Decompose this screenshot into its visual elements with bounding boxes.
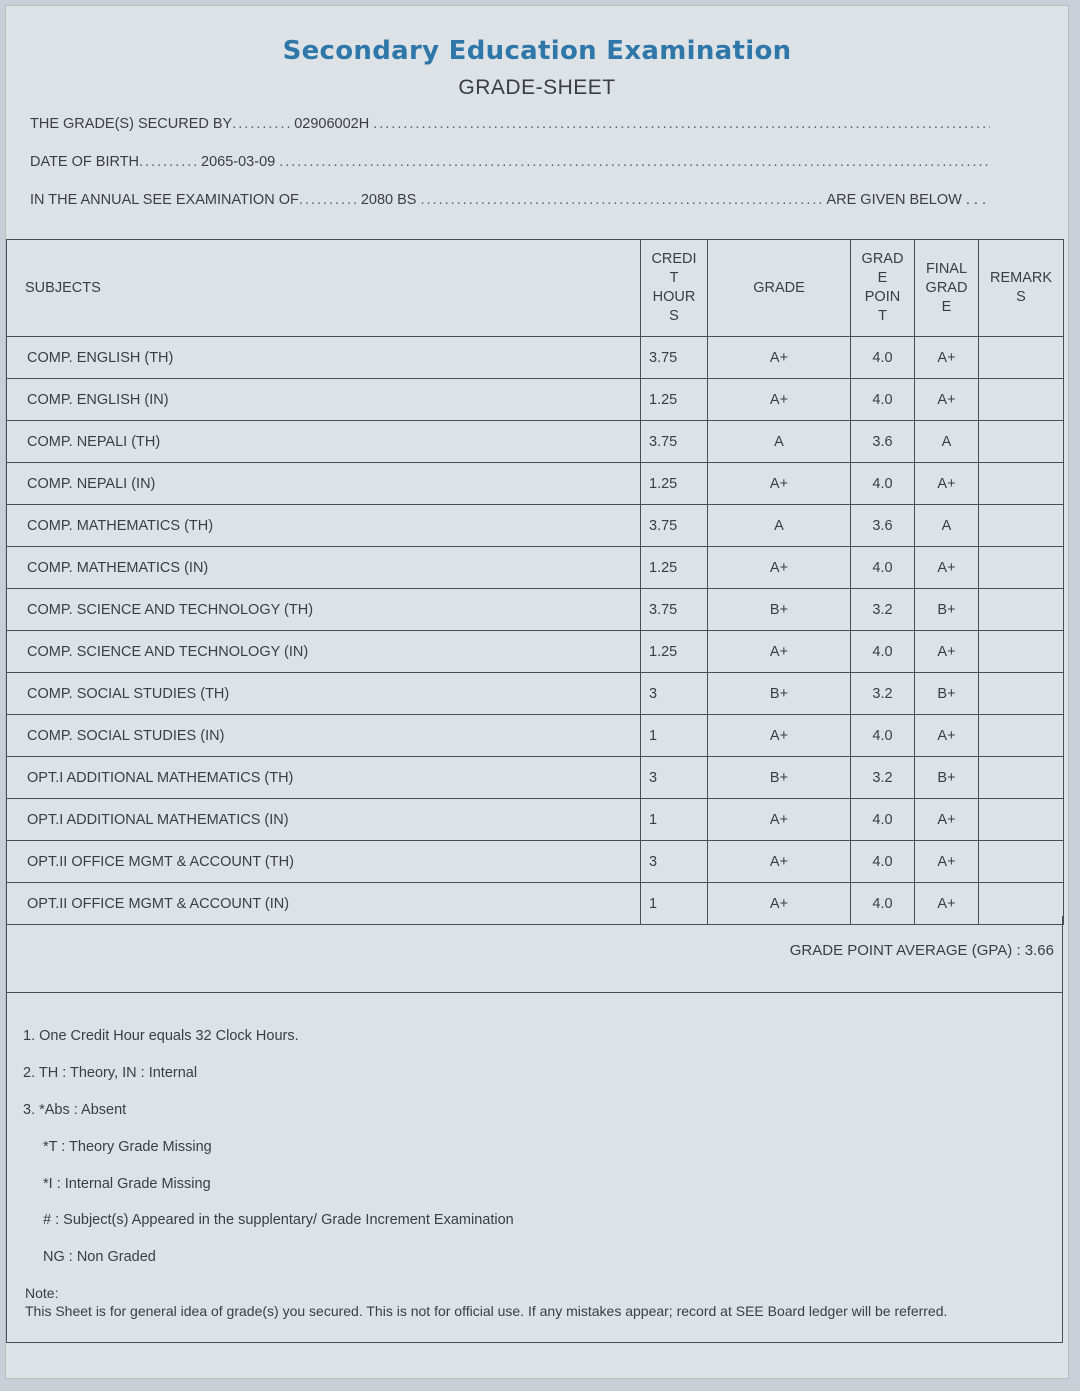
exam-year: 2080 BS	[360, 192, 417, 208]
header-grade: GRADE	[708, 240, 851, 337]
note-item: NG : Non Graded	[43, 1249, 156, 1265]
sheet-subtitle: GRADE-SHEET	[458, 76, 616, 99]
note-text: This Sheet is for general idea of grade(s) you secured. This is not for official use. If any mistakes appear; record at SEE Board ledger will be referred.	[25, 1303, 948, 1319]
dots	[279, 154, 990, 170]
grade-sheet	[6, 6, 1068, 1378]
dob-line	[30, 154, 990, 170]
date-of-birth: 2065-03-09	[201, 154, 276, 170]
table-header-row	[7, 240, 1064, 337]
table-row: COMP. MATHEMATICS (IN) 1.25 A+ 4.0 A+	[7, 547, 1064, 589]
table-row: OPT.II OFFICE MGMT & ACCOUNT (TH) 3 A+ 4.0 A+	[7, 841, 1064, 883]
table-row: OPT.I ADDITIONAL MATHEMATICS (IN) 1 A+ 4.0 A+	[7, 799, 1064, 841]
given-below: ARE GIVEN BELOW . . .	[826, 192, 986, 208]
table-row: COMP. ENGLISH (TH) 3.75 A+ 4.0 A+	[7, 337, 1064, 379]
table-row: COMP. MATHEMATICS (TH) 3.75 A 3.6 A	[7, 505, 1064, 547]
dots	[232, 116, 290, 132]
table-row: COMP. NEPALI (IN) 1.25 A+ 4.0 A+	[7, 463, 1064, 505]
exam-title: Secondary Education Examination	[282, 36, 792, 66]
dots	[299, 192, 357, 208]
disclaimer-note	[25, 1284, 1045, 1320]
exam-line	[30, 192, 990, 208]
note-item: 1. One Credit Hour equals 32 Clock Hours.	[23, 1028, 299, 1044]
note-item: 2. TH : Theory, IN : Internal	[23, 1065, 198, 1081]
header-subjects: SUBJECTS	[7, 240, 641, 337]
table-row: COMP. SOCIAL STUDIES (TH) 3 B+ 3.2 B+	[7, 673, 1064, 715]
header-grade-point: GRAD E POIN T	[851, 240, 915, 337]
gpa-box	[6, 916, 1063, 993]
table-row: COMP. NEPALI (TH) 3.75 A 3.6 A	[7, 421, 1064, 463]
gpa	[790, 942, 1054, 959]
note-item: # : Subject(s) Appeared in the supplentary/ Grade Increment Examination	[43, 1212, 514, 1228]
table-row: COMP. SOCIAL STUDIES (IN) 1 A+ 4.0 A+	[7, 715, 1064, 757]
table-row: COMP. SCIENCE AND TECHNOLOGY (TH) 3.75 B+ 3.2 B+	[7, 589, 1064, 631]
table-row: OPT.I ADDITIONAL MATHEMATICS (TH) 3 B+ 3.2 B+	[7, 757, 1064, 799]
symbol-number: 02906002H	[294, 116, 370, 132]
header-credit-hours: CREDI T HOUR S	[641, 240, 708, 337]
exam-label: IN THE ANNUAL SEE EXAMINATION OF	[30, 192, 299, 208]
note-item: *T : Theory Grade Missing	[43, 1139, 212, 1155]
table-row: COMP. SCIENCE AND TECHNOLOGY (IN) 1.25 A+ 4.0 A+	[7, 631, 1064, 673]
dots	[420, 192, 822, 208]
notes-section	[6, 992, 1063, 1343]
note-item: 3. *Abs : Absent	[23, 1102, 127, 1118]
gpa-value: 3.66	[1024, 942, 1054, 959]
grades-table	[6, 239, 1064, 925]
dots	[139, 154, 197, 170]
dots	[373, 116, 990, 132]
secured-by-line	[30, 116, 990, 132]
note-item: *I : Internal Grade Missing	[43, 1176, 211, 1192]
header-final-grade: FINAL GRAD E	[915, 240, 979, 337]
header-remarks: REMARK S	[979, 240, 1064, 337]
table-row: COMP. ENGLISH (IN) 1.25 A+ 4.0 A+	[7, 379, 1064, 421]
gpa-label: GRADE POINT AVERAGE (GPA) :	[789, 942, 1021, 959]
table-row: OPT.II OFFICE MGMT & ACCOUNT (IN) 1 A+ 4.0 A+	[7, 883, 1064, 925]
secured-by-label: THE GRADE(S) SECURED BY	[30, 116, 233, 132]
note-label: Note:	[25, 1285, 59, 1301]
dob-label: DATE OF BIRTH	[30, 154, 140, 170]
